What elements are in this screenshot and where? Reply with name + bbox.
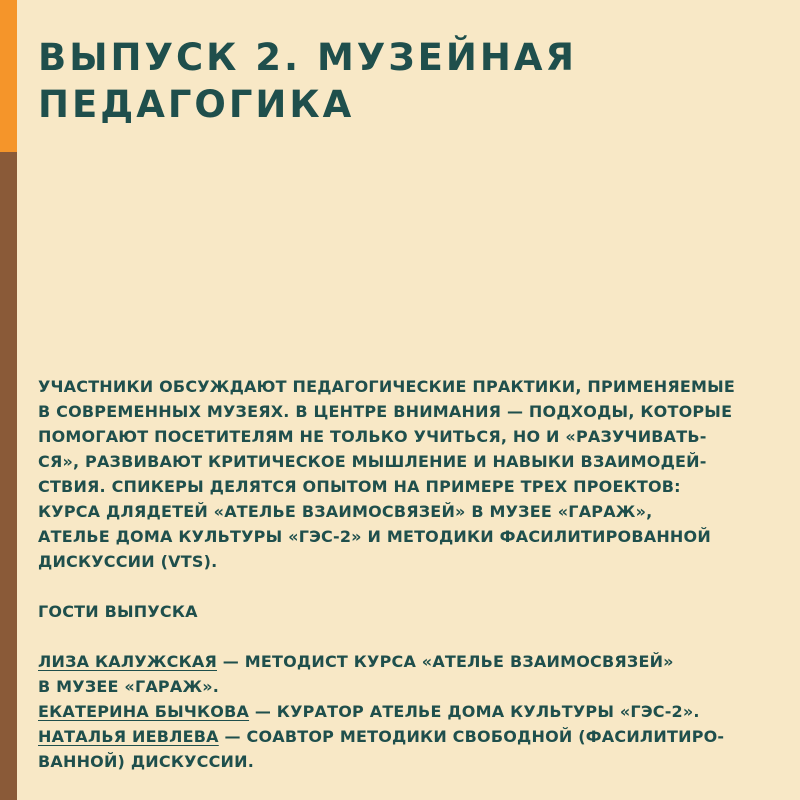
guest-role: — СОАВТОР МЕТОДИКИ СВОБОДНОЙ (ФАСИЛИТИРО-	[218, 727, 725, 746]
guest-list	[38, 649, 783, 774]
title-line-2: ПЕДАГОГИКА	[38, 83, 355, 126]
guest-item	[38, 699, 783, 724]
description-line: СЯ», РАЗВИВАЮТ КРИТИЧЕСКОЕ МЫШЛЕНИЕ И НАВЫКИ ВЗАИМОДЕЙ-	[38, 452, 707, 471]
description-line: ПОМОГАЮТ ПОСЕТИТЕЛЯМ НЕ ТОЛЬКО УЧИТЬСЯ, НО И «РАЗУЧИВАТЬ-	[38, 427, 707, 446]
guest-name-link[interactable]: ЛИЗА КАЛУЖСКАЯ	[38, 652, 217, 671]
guest-item	[38, 724, 783, 774]
guest-role-continued: ВАННОЙ) ДИСКУССИИ.	[38, 752, 254, 771]
brown-accent-bar	[0, 152, 17, 800]
guest-name-link[interactable]: НАТАЛЬЯ ИЕВЛЕВА	[38, 727, 219, 746]
guests-heading: ГОСТИ ВЫПУСКА	[38, 602, 198, 621]
description-line: СТВИЯ. СПИКЕРЫ ДЕЛЯТСЯ ОПЫТОМ НА ПРИМЕРЕ ТРЕХ ПРОЕКТОВ:	[38, 477, 681, 496]
guest-name-link[interactable]: ЕКАТЕРИНА БЫЧКОВА	[38, 702, 250, 721]
description-line: АТЕЛЬЕ ДОМА КУЛЬТУРЫ «ГЭС-2» И МЕТОДИКИ ФАСИЛИТИРОВАННОЙ	[38, 527, 711, 546]
description-line: ДИСКУССИИ (VTS).	[38, 552, 218, 571]
guest-item	[38, 649, 783, 699]
title-line-1: ВЫПУСК 2. МУЗЕЙНАЯ	[38, 36, 577, 79]
description-line: В СОВРЕМЕННЫХ МУЗЕЯХ. В ЦЕНТРЕ ВНИМАНИЯ — ПОДХОДЫ, КОТОРЫЕ	[38, 402, 733, 421]
description-line: УЧАСТНИКИ ОБСУЖДАЮТ ПЕДАГОГИЧЕСКИЕ ПРАКТИКИ, ПРИМЕНЯЕМЫЕ	[38, 377, 736, 396]
episode-content	[38, 374, 783, 774]
episode-description	[38, 374, 783, 574]
description-line: КУРСА ДЛЯДЕТЕЙ «АТЕЛЬЕ ВЗАИМОСВЯЗЕЙ» В МУЗЕЕ «ГАРАЖ»,	[38, 502, 653, 521]
guest-role-continued: В МУЗЕЕ «ГАРАЖ».	[38, 677, 220, 696]
guest-role: — КУРАТОР АТЕЛЬЕ ДОМА КУЛЬТУРЫ «ГЭС-2».	[249, 702, 700, 721]
orange-accent-bar	[0, 0, 17, 152]
page-title	[38, 34, 778, 128]
guest-role: — МЕТОДИСТ КУРСА «АТЕЛЬЕ ВЗАИМОСВЯЗЕЙ»	[217, 652, 674, 671]
